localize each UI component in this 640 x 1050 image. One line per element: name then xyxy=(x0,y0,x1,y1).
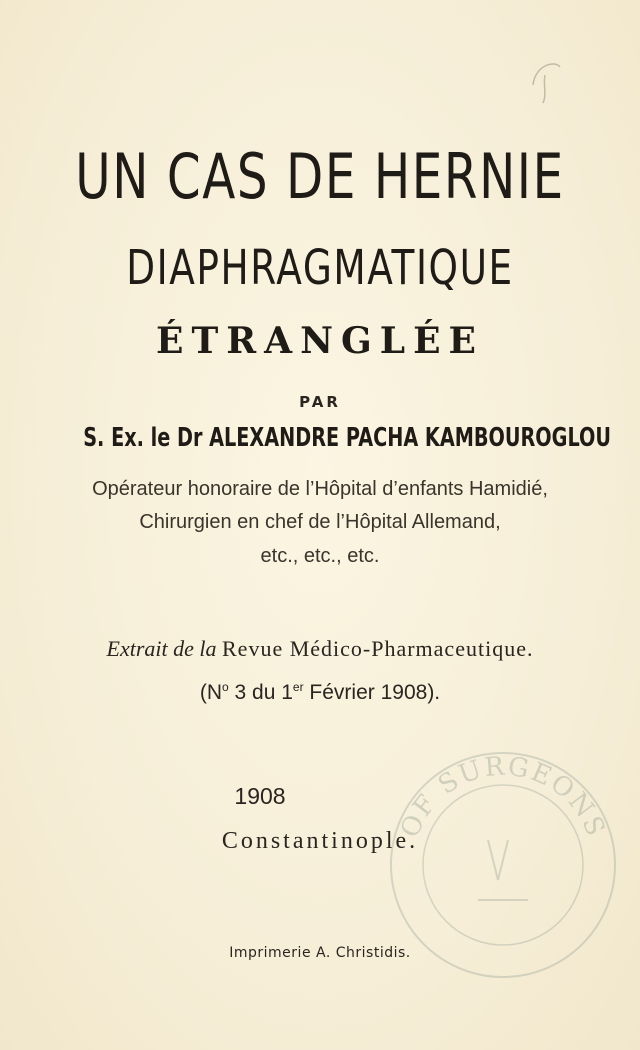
by-label: PAR xyxy=(299,393,341,411)
pencil-mark xyxy=(525,55,565,105)
issue-num: 3 du 1 xyxy=(228,681,293,704)
stamp-text: OF SURGEONS xyxy=(394,751,612,843)
author-name: S. Ex. le Dr ALEXANDRE PACHA KAMBOUROGLOU xyxy=(83,423,612,453)
title-line-1: UN CAS DE HERNIE xyxy=(75,140,565,213)
issue-open: (N xyxy=(199,681,222,704)
issue-num-sup: o xyxy=(222,680,229,694)
publication-city: Constantinople. xyxy=(221,828,419,854)
journal-name: Revue Médico-Pharmaceutique. xyxy=(222,636,534,661)
extract-line xyxy=(0,636,640,662)
credential-line-3: etc., etc., etc. xyxy=(260,545,380,567)
credential-line-2: Chirurgien en chef de l’Hôpital Allemand, xyxy=(139,511,501,533)
extract-prefix: Extrait de la xyxy=(106,636,217,661)
issue-line xyxy=(0,680,640,705)
publication-year: 1908 xyxy=(234,783,286,809)
credential-line-1: Opérateur honoraire de l’Hôpital d’enfants Hamidié, xyxy=(92,478,548,500)
title-line-2: DIAPHRAGMATIQUE xyxy=(126,240,514,296)
printer-name: Imprimerie A. Christidis. xyxy=(229,945,411,961)
title-line-3: ÉTRANGLÉE xyxy=(156,320,484,362)
issue-day-sup: er xyxy=(292,680,304,694)
issue-rest: Février 1908). xyxy=(303,681,441,704)
